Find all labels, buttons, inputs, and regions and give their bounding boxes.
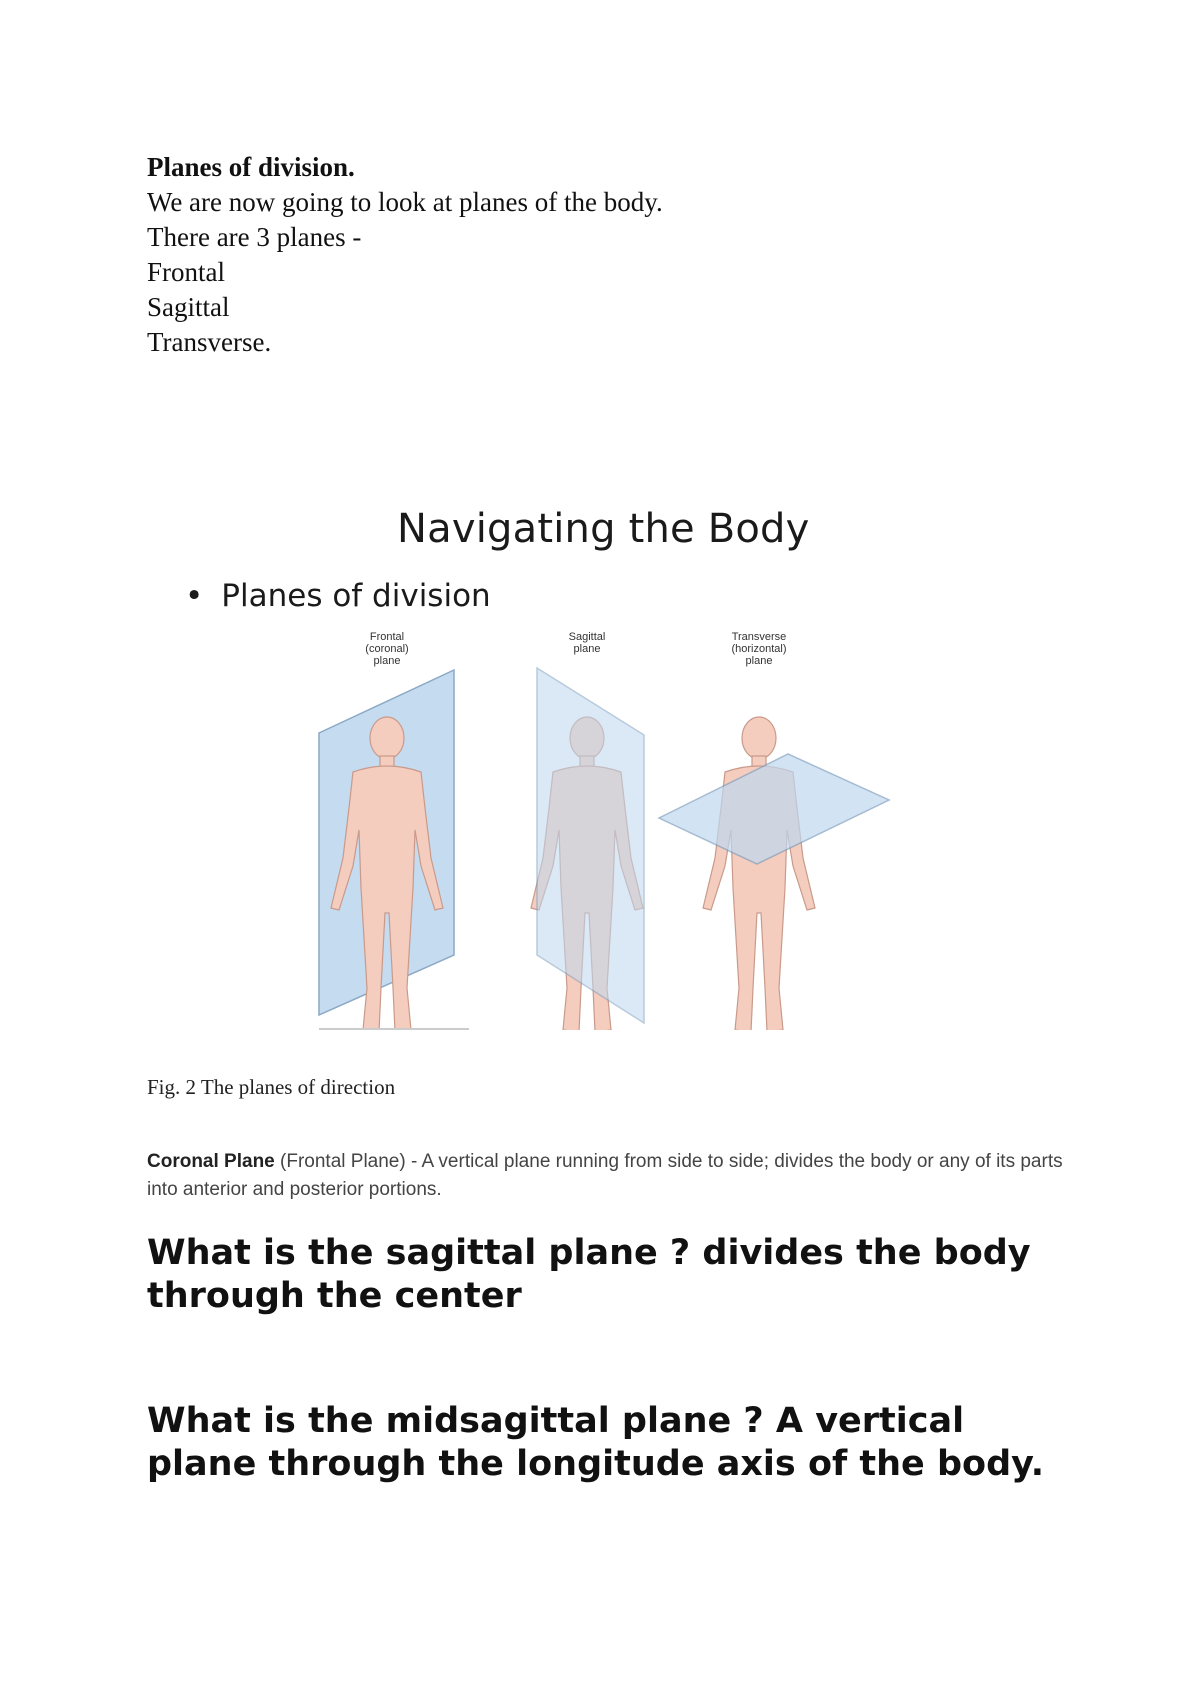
intro-line: We are now going to look at planes of the body. — [147, 187, 663, 217]
sagittal-label-line: Sagittal — [568, 631, 606, 643]
sagittal-label-line: plane — [573, 643, 601, 655]
transverse-label-line: plane — [745, 655, 773, 667]
bullet-icon: • — [185, 578, 204, 614]
transverse-plane — [659, 754, 889, 864]
slide-figure — [147, 480, 1047, 1040]
frontal-label-line: Frontal — [369, 631, 405, 643]
transverse-label-line: (horizontal) — [731, 643, 787, 655]
section-heading: Planes of division. — [147, 152, 355, 182]
copyright-fineprint — [319, 1028, 469, 1030]
frontal-label-line: (coronal) — [365, 643, 409, 655]
transverse-plane-figure — [659, 631, 889, 1030]
figure-caption: Fig. 2 The planes of direction — [147, 1075, 396, 1099]
intro-section — [147, 150, 1047, 360]
sagittal-plane — [537, 668, 644, 1023]
slide-title: Navigating the Body — [397, 506, 810, 552]
transverse-label-line: Transverse — [731, 631, 787, 643]
coronal-definition — [147, 1148, 1067, 1204]
question-midsagittal: What is the midsagittal plane ? A vertical plane through the longitude axis of the body. — [147, 1401, 1045, 1484]
intro-line: Sagittal — [147, 292, 230, 322]
coronal-text: (Frontal Plane) - A vertical plane running from side to side; divides the body or any of its parts into anterior and posterior portions. — [147, 1151, 1063, 1200]
planes-illustration — [147, 630, 1047, 1030]
frontal-plane-figure — [319, 631, 454, 1030]
slide-bullet-text: Planes of division — [221, 578, 491, 614]
question-sagittal: What is the sagittal plane ? divides the body through the center — [147, 1233, 1031, 1316]
intro-line: Frontal — [147, 257, 225, 287]
intro-line: There are 3 planes - — [147, 222, 362, 252]
frontal-label-line: plane — [373, 655, 401, 667]
sagittal-plane-figure — [531, 631, 644, 1030]
intro-line: Transverse. — [147, 327, 272, 357]
slide-bullet — [185, 578, 491, 614]
coronal-term: Coronal Plane — [147, 1151, 275, 1172]
